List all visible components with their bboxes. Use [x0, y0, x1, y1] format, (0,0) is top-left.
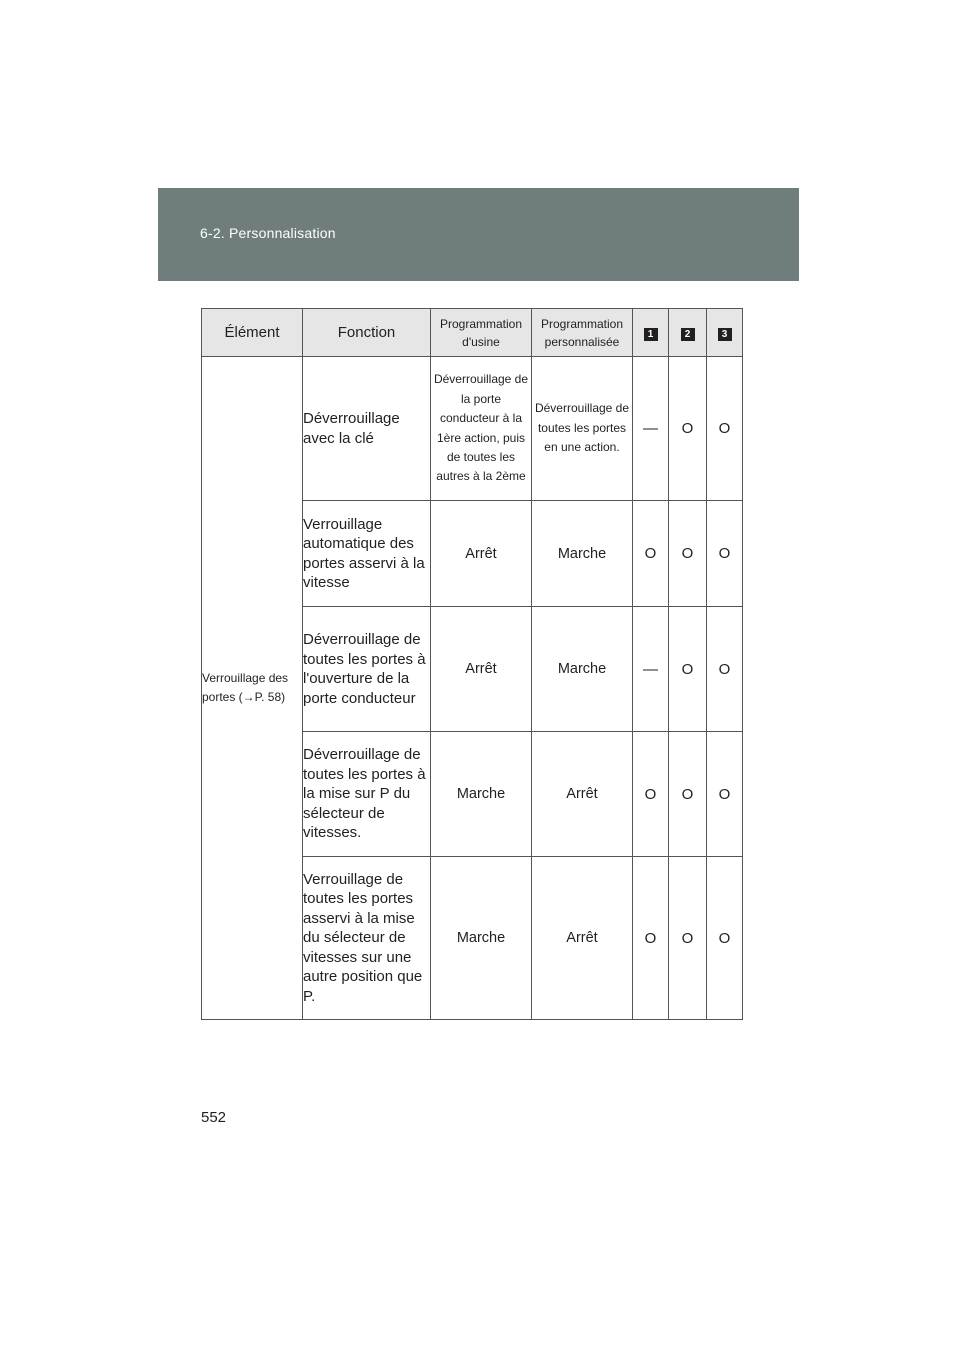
item-door-lock: Verrouillage des portes (→P. 58)	[202, 357, 303, 1020]
header-band	[158, 188, 799, 281]
function-cell: Déverrouillage de toutes les portes à l'ouverture de la porte conducteur	[303, 607, 431, 732]
factory-setting-cell: Arrêt	[431, 607, 532, 732]
mark-2-cell: O	[669, 607, 707, 732]
col-header-custom: Programmation personnalisée	[532, 309, 633, 357]
custom-setting-cell: Marche	[532, 607, 633, 732]
function-cell: Verrouillage automatique des portes asservi à la vitesse	[303, 501, 431, 607]
col-header-1	[633, 309, 669, 357]
factory-setting-cell: Marche	[431, 732, 532, 857]
col-header-factory: Programmation d'usine	[431, 309, 532, 357]
mark-2-cell: O	[669, 357, 707, 501]
mark-3-cell: O	[707, 732, 743, 857]
mark-1-cell: O	[633, 501, 669, 607]
custom-setting-cell: Marche	[532, 501, 633, 607]
function-cell: Déverrouillage de toutes les portes à la mise sur P du sélecteur de vitesses.	[303, 732, 431, 857]
mark-1-cell: O	[633, 732, 669, 857]
mark-3-cell: O	[707, 501, 743, 607]
mark-3-cell: O	[707, 357, 743, 501]
factory-setting-cell: Déverrouillage de la porte conducteur à la 1ère action, puis de toutes les autres à la 2ème	[431, 357, 532, 501]
factory-setting-cell: Arrêt	[431, 501, 532, 607]
table-header-row	[202, 309, 743, 357]
mark-3-cell: O	[707, 607, 743, 732]
col-header-function: Fonction	[303, 309, 431, 357]
number-3-badge: 3	[718, 328, 732, 341]
number-2-badge: 2	[681, 328, 695, 341]
mark-2-cell: O	[669, 857, 707, 1020]
mark-2-cell: O	[669, 501, 707, 607]
factory-setting-cell: Marche	[431, 857, 532, 1020]
col-header-item: Élément	[202, 309, 303, 357]
mark-2-cell: O	[669, 732, 707, 857]
function-cell: Verrouillage de toutes les portes asservi à la mise du sélecteur de vitesses sur une autre position que P.	[303, 857, 431, 1020]
function-cell: Déverrouillage avec la clé	[303, 357, 431, 501]
custom-setting-cell: Arrêt	[532, 857, 633, 1020]
customization-table	[201, 308, 743, 1020]
custom-setting-cell: Arrêt	[532, 732, 633, 857]
mark-1-cell: O	[633, 857, 669, 1020]
mark-3-cell: O	[707, 857, 743, 1020]
mark-1-cell: —	[633, 607, 669, 732]
custom-setting-cell: Déverrouillage de toutes les portes en une action.	[532, 357, 633, 501]
table-row	[202, 357, 743, 501]
number-1-badge: 1	[644, 328, 658, 341]
col-header-3	[707, 309, 743, 357]
col-header-2	[669, 309, 707, 357]
page-number: 552	[201, 1109, 227, 1126]
mark-1-cell: —	[633, 357, 669, 501]
section-title: 6-2. Personnalisation	[200, 225, 336, 241]
